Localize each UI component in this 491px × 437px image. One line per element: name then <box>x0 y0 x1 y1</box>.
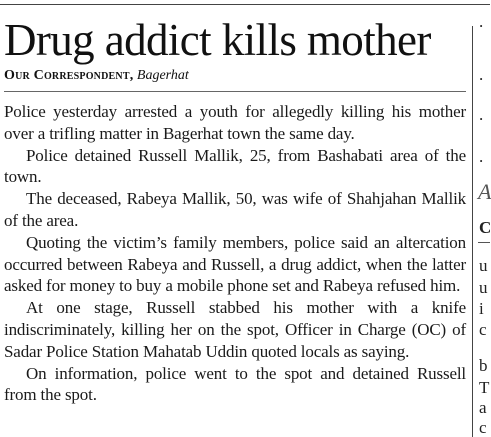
headline: Drug addict kills mother <box>4 15 431 65</box>
byline-rule <box>4 91 466 92</box>
adjacent-column-fragment <box>476 0 490 437</box>
article-paragraph: Police yesterday arrested a youth for allegedly killing his mother over a trifling matter in Bagerhat town the same day. <box>4 102 466 143</box>
adjacent-column-text: . <box>479 65 484 84</box>
news-article <box>4 14 466 406</box>
adjacent-column-text: . <box>479 147 484 166</box>
adjacent-column-text: c <box>479 418 487 437</box>
byline <box>4 67 466 85</box>
adjacent-column-text: u <box>479 256 488 275</box>
article-paragraph: At one stage, Russell stabbed his mother with a knife indiscriminately, killing her on the spot, Officer in Charge (OC) of Sadar Police Station Mahatab Uddin quoted locals as saying. <box>4 298 466 361</box>
byline-place: Bagerhat <box>136 68 189 83</box>
article-paragraph: On information, police went to the spot and detained Russell from the spot. <box>4 363 466 405</box>
adjacent-column-text: b <box>479 356 488 375</box>
adjacent-column-text: a <box>479 398 487 417</box>
top-rule <box>0 4 490 5</box>
article-body <box>4 101 466 406</box>
article-paragraph: Quoting the victim’s family members, police said an altercation occurred between Rabeya and Russell, a drug addict, when the latter asked for money to buy a mobile phone set and Rabeya refused him. <box>4 232 466 296</box>
adjacent-column-rule <box>478 242 490 243</box>
adjacent-column-text: c <box>479 320 487 339</box>
adjacent-column-text: . <box>479 12 484 31</box>
adjacent-column-text: i <box>479 299 484 318</box>
byline-author: Our Correspondent, <box>4 68 134 83</box>
article-paragraph: Police detained Russell Mallik, 25, from Bashabati area of the town. <box>4 145 466 187</box>
adjacent-column-text: C <box>479 218 491 237</box>
adjacent-column-text: u <box>479 278 488 297</box>
adjacent-column-text: A <box>478 179 491 204</box>
adjacent-column-text: . <box>479 105 484 124</box>
adjacent-column-text: T <box>479 378 490 397</box>
article-paragraph: The deceased, Rabeya Mallik, 50, was wife of Shahjahan Mallik of the area. <box>4 189 466 230</box>
column-divider <box>472 26 473 437</box>
